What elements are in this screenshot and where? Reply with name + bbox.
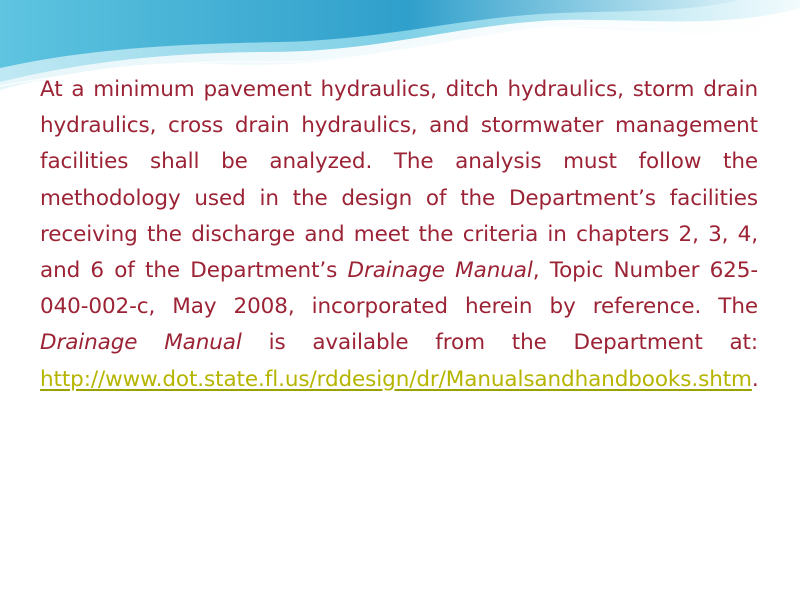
paragraph-ending: . [751, 366, 759, 392]
paragraph-text-2: , Topic Number 625-040-002-c, May 2008, incorporated herein by reference. The [40, 258, 758, 320]
body-paragraph [40, 72, 758, 398]
drainage-manual-title-2: Drainage Manual [40, 330, 242, 356]
paragraph-text-1: At a minimum pavement hydraulics, ditch hydraulics, storm drain hydraulics, cross drain hydraulics, and stormwater management facilities shall be analyzed. The analysis must follow the methodology used in the design of the Department’s facilities receiving the discharge and meet the criteria in chapters 2, 3, 4, and 6 of the Department’s [40, 77, 758, 284]
drainage-manual-title-1: Drainage Manual [347, 258, 533, 284]
manuals-link[interactable]: http://www.dot.state.fl.us/rddesign/dr/Manualsandhandbooks.shtm [40, 366, 752, 392]
paragraph-text-3: is available from the Department at: [241, 330, 759, 356]
